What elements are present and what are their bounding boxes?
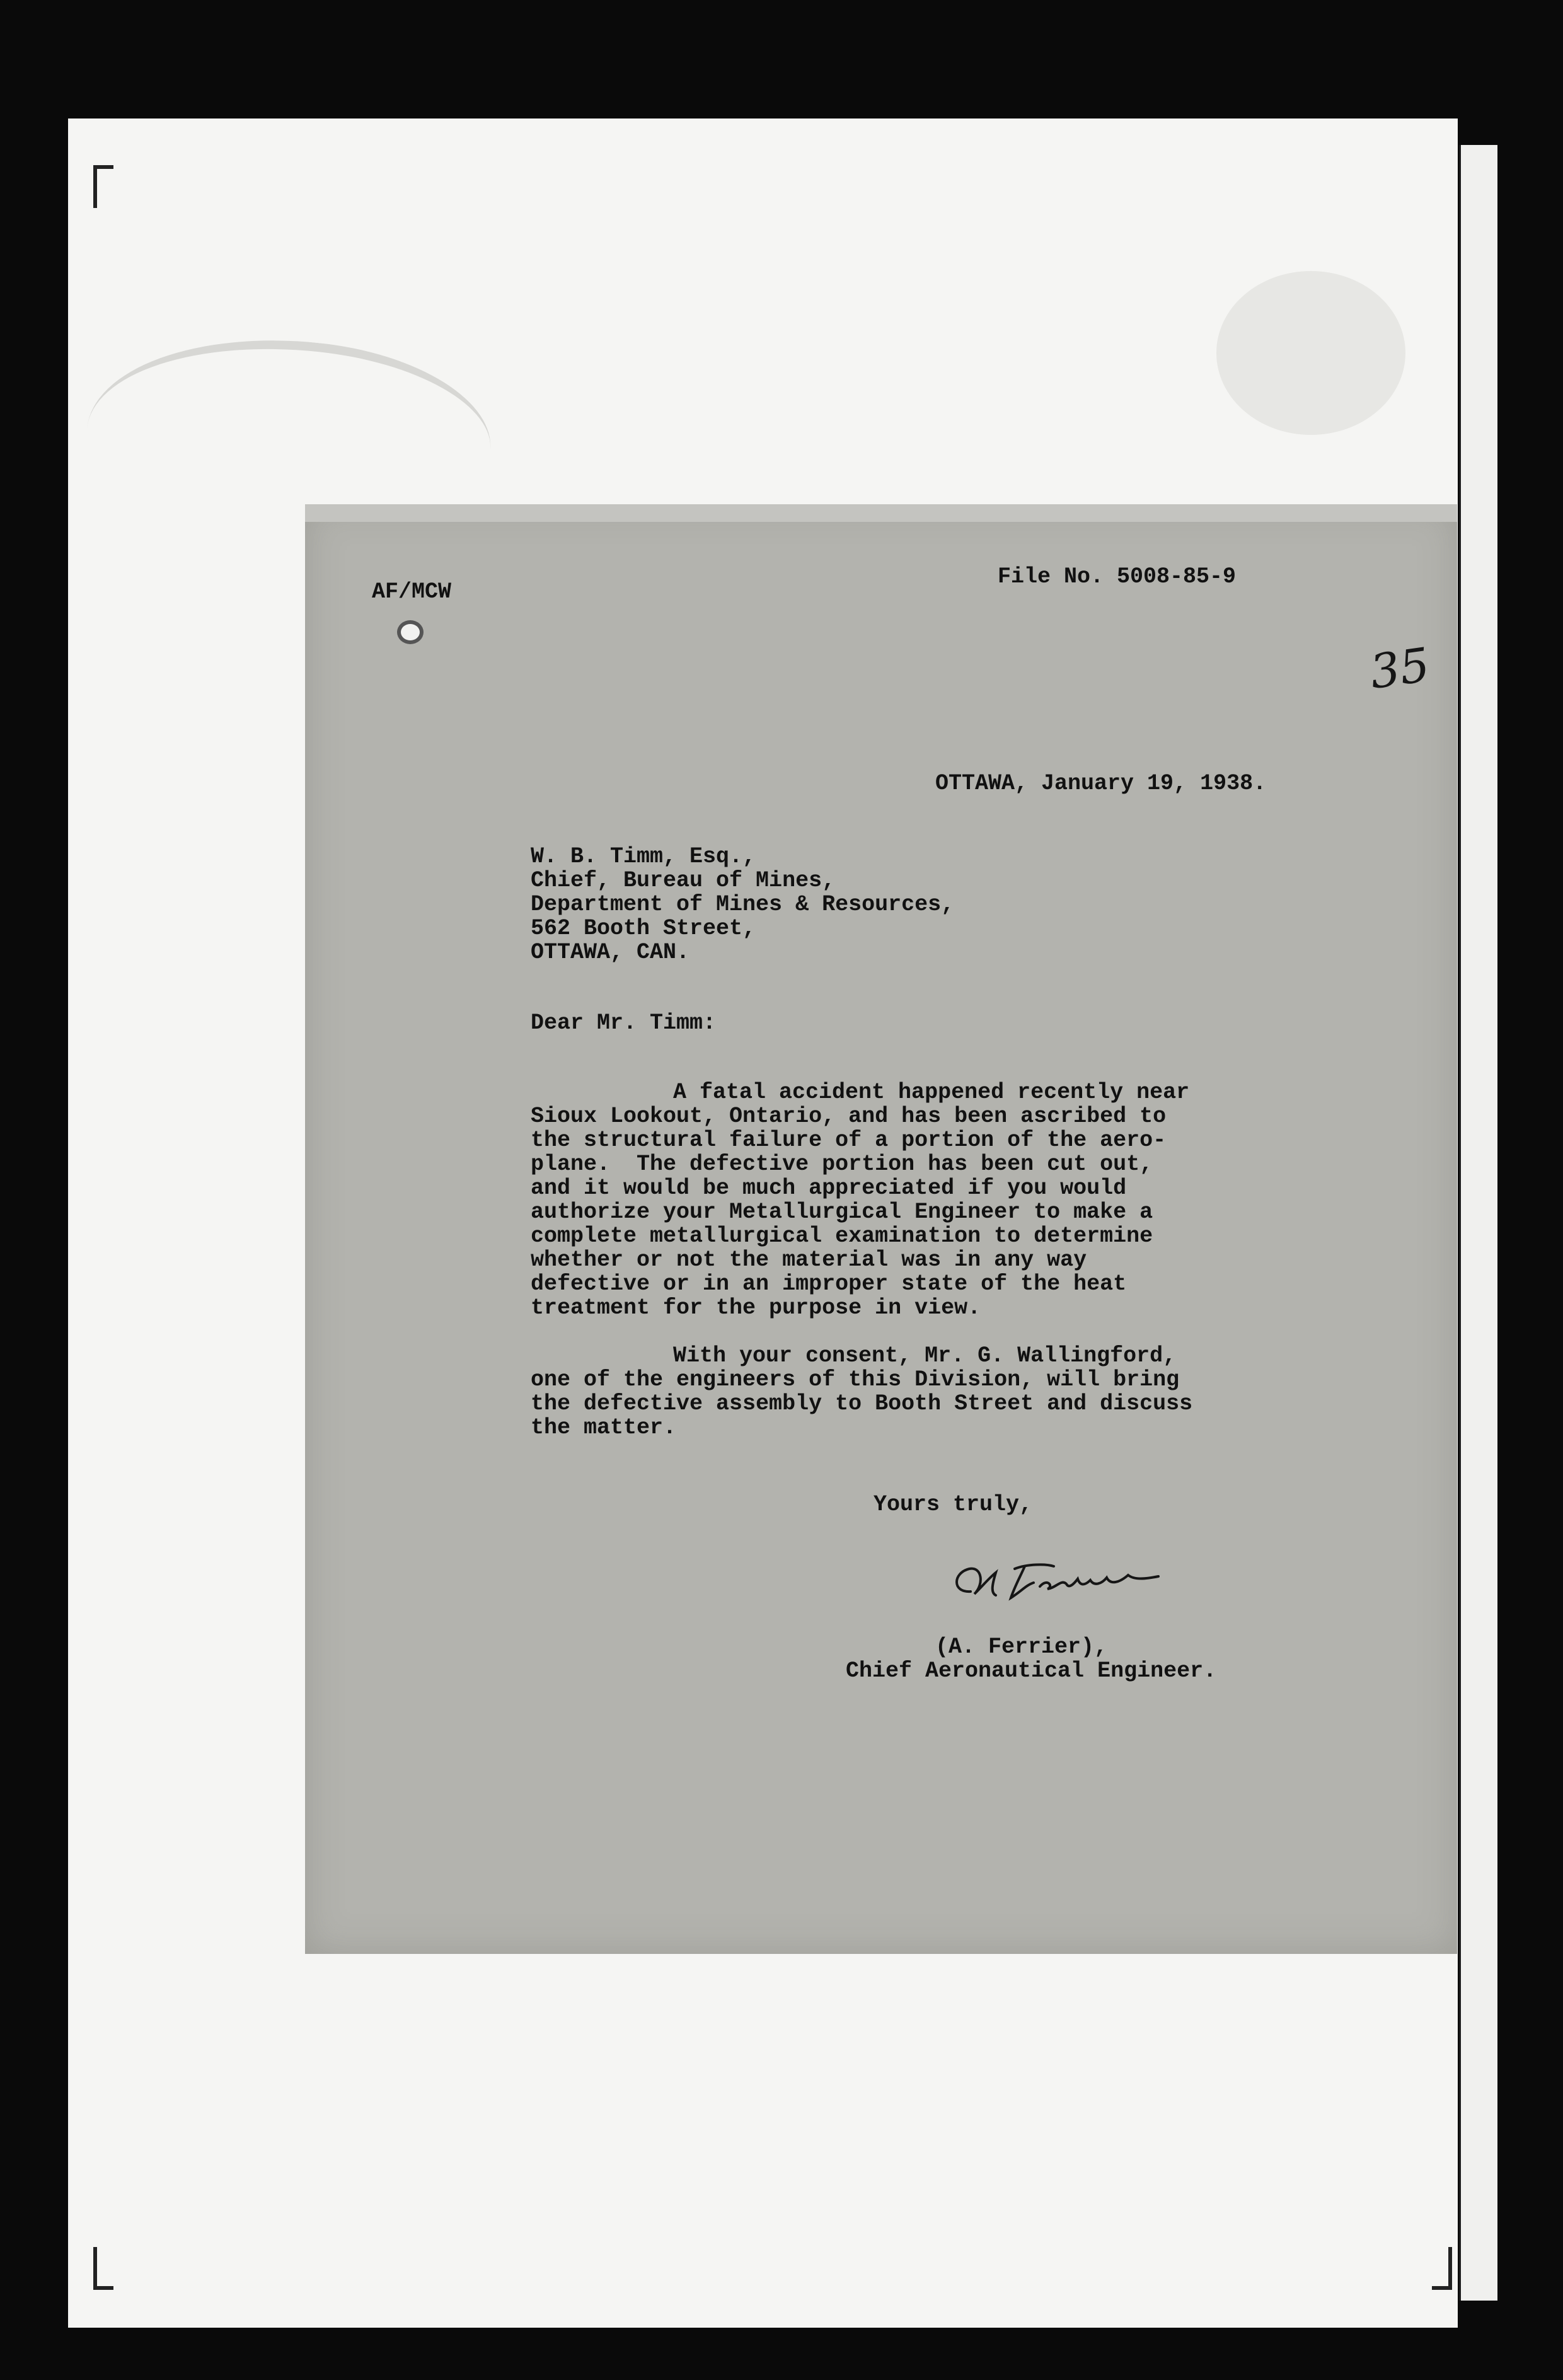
- body-line: plane. The defective portion has been cut out,: [531, 1152, 1153, 1177]
- body-line: the structural failure of a portion of the aero-: [531, 1128, 1167, 1153]
- date-line: OTTAWA, January 19, 1938.: [935, 771, 1267, 796]
- address-line: Department of Mines & Resources,: [531, 892, 955, 917]
- body-line: defective or in an improper state of the heat: [531, 1271, 1127, 1297]
- address-line: 562 Booth Street,: [531, 916, 756, 941]
- body-line: the defective assembly to Booth Street and discuss: [531, 1391, 1193, 1416]
- film-smudge: [1216, 271, 1405, 435]
- body-line: the matter.: [531, 1415, 677, 1440]
- body-line: authorize your Metallurgical Engineer to make a: [531, 1199, 1153, 1225]
- salutation: Dear Mr. Timm:: [531, 1010, 717, 1036]
- address-line: Chief, Bureau of Mines,: [531, 868, 836, 893]
- punch-hole: [401, 624, 420, 640]
- letter-sheet: [305, 504, 1457, 1954]
- typist-initials: AF/MCW: [372, 579, 452, 604]
- signer-title: Chief Aeronautical Engineer.: [846, 1658, 1217, 1684]
- crop-mark-top-left: [93, 165, 113, 208]
- body-line: A fatal accident happened recently near: [673, 1080, 1190, 1105]
- signer-name: (A. Ferrier),: [935, 1634, 1108, 1660]
- body-line: one of the engineers of this Division, will bring: [531, 1367, 1180, 1392]
- body-line: Sioux Lookout, Ontario, and has been ascribed to: [531, 1104, 1167, 1129]
- closing: Yours truly,: [874, 1492, 1033, 1517]
- crop-mark-bottom-left: [93, 2247, 113, 2290]
- film-edge: [1459, 145, 1497, 2301]
- sheet-edge: [305, 504, 1457, 522]
- body-line: With your consent, Mr. G. Wallingford,: [673, 1343, 1177, 1368]
- body-line: and it would be much appreciated if you would: [531, 1176, 1127, 1201]
- handwritten-signature: [945, 1547, 1172, 1617]
- file-number: File No. 5008-85-9: [998, 564, 1237, 589]
- body-line: whether or not the material was in any way: [531, 1247, 1087, 1273]
- body-line: complete metallurgical examination to determine: [531, 1223, 1153, 1249]
- address-line: OTTAWA, CAN.: [531, 940, 690, 965]
- folio-number: 35: [1366, 637, 1433, 700]
- body-line: treatment for the purpose in view.: [531, 1295, 981, 1320]
- address-line: W. B. Timm, Esq.,: [531, 844, 756, 869]
- crop-mark-bottom-right: [1432, 2247, 1452, 2290]
